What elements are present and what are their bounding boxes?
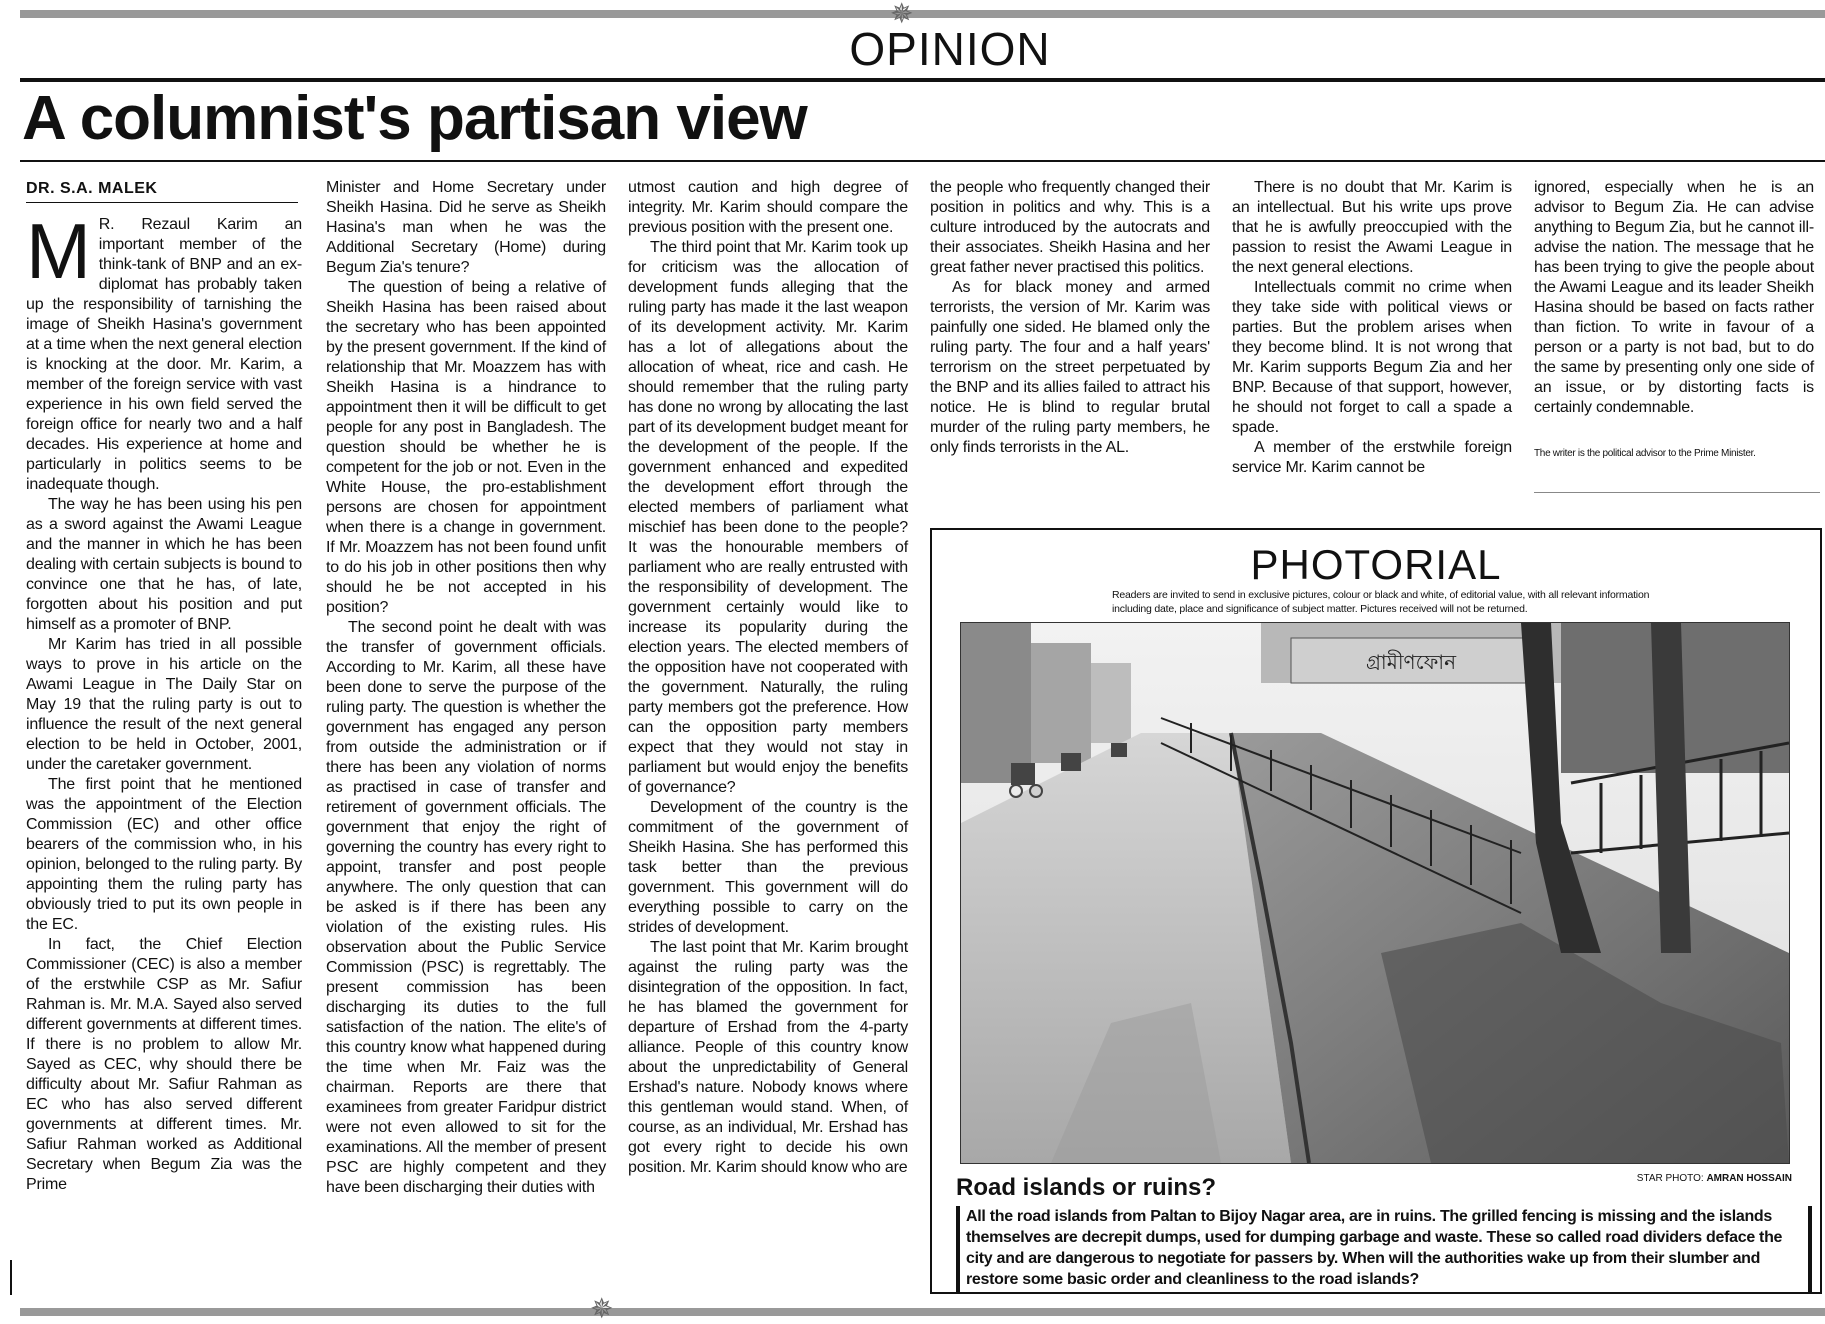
- photorial-title: PHOTORIAL: [1250, 541, 1502, 588]
- paragraph: The way he has been using his pen as a sword against the Awami League and the manner in which he has been dealing with certain subjects is bound to convince one that he has, of late, forgotten about his position and put himself as a promoter of BNP.: [26, 496, 302, 633]
- paragraph: ignored, especially when he is an advisor to Begum Zia. He can advise anything to Begum Zia, but he cannot ill-advise the nation. The message that he has been trying to give the people about the Awami League and its leader Sheikh Hasina should be based on facts rather than fiction. To write in favour of a person or a party is not bad, but to do the same by presenting only one side of an issue, or by distorting facts is certainly condemnable.: [1534, 179, 1814, 416]
- star-ornament-icon: ✵: [590, 1293, 614, 1324]
- paragraph-text: R. Rezaul Karim an important member of the think-tank of BNP and an ex-diplomat has probably taken up the responsibility of tarnishing the image of Sheikh Hasina's government at a time when the next general election is knocking at the door. Mr. Karim, a member of the foreign service with vast experience in his own field served the foreign office for nearly two and a half decades. His experience at home and particularly in politics seems to be inadequate though.: [26, 216, 302, 493]
- article-column-6: [1534, 178, 1814, 418]
- paragraph: As for black money and armed terrorists, the version of Mr. Karim was painfully one sided. He blamed only the ruling party. The four and a half years' terrorism on the street perpetuated by the BNP and its allies failed to attract his notice. He is blind to regular brutal murder of the ruling party members, he only finds terrorists in the AL.: [930, 279, 1210, 456]
- article-column-5: [1232, 178, 1512, 478]
- paragraph: Minister and Home Secretary under Sheikh Hasina. Did he serve as Sheikh Hasina's man when he was the Additional Secretary (Home) during Begum Zia's tenure?: [326, 179, 606, 276]
- headline-rule: [20, 160, 1825, 162]
- paragraph: The first point that he mentioned was the appointment of the Election Commission (EC) and other office bearers of the commission who, in his opinion, belonged to the ruling party. By appointing them the ruling party has obviously tried to put its own people in the EC.: [26, 776, 302, 933]
- paragraph: The third point that Mr. Karim took up for criticism was the allocation of development funds alleging that the ruling party has made it the last weapon of its development activity. Mr. Karim has a lot of allegations about the allocation of wheat, rice and cash. He should remember that the ruling party has done no wrong by allocating the last part of its development budget meant for the development of the people. If the government enhanced and expedited the development effort through the elected members of parliament what mischief has been done to the people? It was the honourable members of parliament who are really entrusted with the responsibility of development. The government certainly would like to increase its popularity during the election years. The elected members of the opposition have not cooperated with the government. Naturally, the ruling party members got the preference. How can the opposition party members expect that they would not stay in parliament but would enjoy the benefits of governance?: [628, 239, 908, 796]
- drop-cap: M: [26, 207, 91, 295]
- photo-credit-name: AMRAN HOSSAIN: [1706, 1173, 1792, 1184]
- paragraph: [26, 207, 302, 495]
- caption-bar-left: [956, 1206, 960, 1292]
- section-header: OPINION: [849, 23, 1051, 75]
- paragraph: The second point he dealt with was the transfer of government officials. According to Mr. Karim, all these have been done to serve the purpose of the ruling party. The question is whether the government has engaged any person from outside the administration or if there has been any violation of norms as practised in case of transfer and retirement of government officials. The government that enjoy the right of governing the country has every right to appoint, transfer and post people anywhere. The only question that can be asked is if there has been any violation of the existing rules. His observation about the Public Service Commission (PSC) is regrettably. The present commission has been discharging its duties to the full satisfaction of the nation. The elite's of this country know what happened during the time when Mr. Faiz was the chairman. Reports are there that examinees from greater Faridpur district were not even allowed to sit for the examinations. All the member of present PSC are highly competent and they have been discharging their duties with: [326, 619, 606, 1196]
- paragraph: the people who frequently changed their position in politics and why. This is a culture introduced by the autocrats and their associates. Sheikh Hasina and her great father never practised this politics.: [930, 179, 1210, 276]
- street-photo: [960, 622, 1790, 1164]
- paragraph: There is no doubt that Mr. Karim is an intellectual. But his write ups prove that he is awfully preoccupied with the passion to resist the Awami League in the next general elections.: [1232, 179, 1512, 276]
- photo-credit: [1637, 1173, 1792, 1184]
- byline-rule: [26, 202, 298, 203]
- paragraph: The question of being a relative of Sheikh Hasina has been raised about the secretary who has been appointed by the present government. If the kind of relationship that Mr. Moazzem has with Sheikh Hasina is a hindrance to appointment then it will be difficult to get people for any post in Bangladesh. The question should be whether he is competent for the job or not. Even in the White House, the pro-establishment persons are chosen for appointment when there is a change in government. If Mr. Moazzem has not been found unfit to do his job in other positions then why should he be not accepted in his position?: [326, 279, 606, 616]
- paragraph: Mr Karim has tried in all possible ways to prove in his article on the Awami League in The Daily Star on May 19 that the ruling party is out to influence the result of the next general election to be held in October, 2001, under the caretaker government.: [26, 636, 302, 773]
- street-photo-illustration: [961, 623, 1789, 1163]
- headline: A columnist's partisan view: [22, 84, 807, 153]
- paragraph: utmost caution and high degree of integrity. Mr. Karim should compare the previous position with the present one.: [628, 179, 908, 236]
- header-rule: [20, 78, 1825, 82]
- star-ornament-icon: ✵: [890, 0, 914, 29]
- article-column-1: [26, 207, 302, 1195]
- caption-title: Road islands or ruins?: [956, 1174, 1217, 1201]
- article-column-2: [326, 178, 606, 1198]
- article-column-3: [628, 178, 908, 1178]
- paragraph: A member of the erstwhile foreign service Mr. Karim cannot be: [1232, 439, 1512, 476]
- paragraph: Intellectuals commit no crime when they take side with political views or parties. But the problem arises when they become blind. It is not wrong that Mr. Karim supports Begum Zia and her BNP. Because of that support, however, he should not forget to call a spade a spade.: [1232, 279, 1512, 436]
- shop-sign-text: গ্রামীণফোন: [1365, 650, 1457, 674]
- photorial-box: [930, 528, 1822, 1294]
- paragraph: In fact, the Chief Election Commissioner (CEC) is also a member of the erstwhile CSP as Mr. Safiur Rahman is. Mr. M.A. Sayed also served different governments at different times. If there is no problem to allow Mr. Sayed as CEC, why should there be difficulty about Mr. Safiur Rahman as EC who has also served different governments at different times. Mr. Safiur Rahman worked as Additional Secretary when Begum Zia was the Prime: [26, 936, 302, 1193]
- top-rule-bar: [20, 10, 1825, 18]
- byline: DR. S.A. MALEK: [26, 180, 158, 197]
- paragraph: The last point that Mr. Karim brought against the ruling party was the disintegration of the opposition. In fact, he has blamed the government for departure of Ershad from the 4-party alliance. People of this country know about the unpredictability of General Ershad's nature. Nobody knows where this gentleman would stand. When, of course, as an individual, Mr. Ershad has got every right to decide his own position. Mr. Karim should know who are: [628, 939, 908, 1176]
- page-edge-mark: [0, 1260, 12, 1295]
- photo-credit-label: STAR PHOTO:: [1636, 1173, 1704, 1184]
- writer-note: The writer is the political advisor to the Prime Minister.: [1534, 448, 1756, 459]
- bottom-rule-bar: [20, 1308, 1825, 1316]
- photorial-intro: Readers are invited to send in exclusive pictures, colour or black and white, of editorial value, with all relevant information including date, place and significance of subject matter. Pictures received will not be returned.: [1112, 589, 1650, 615]
- paragraph: Development of the country is the commitment of the government of Sheikh Hasina. She has performed this task better than the previous government. This government will do everything possible to carry on the strides of development.: [628, 799, 908, 936]
- article-column-4: [930, 178, 1210, 458]
- caption-bar-right: [1808, 1206, 1812, 1292]
- column-end-rule: [1534, 492, 1820, 493]
- caption-text: All the road islands from Paltan to Bijoy Nagar area, are in ruins. The grilled fencing is missing and the islands themselves are decrepit dumps, used for dumping garbage and waste. These so called road dividers deface the city and are dangerous to negotiate for passers by. When will the authorities wake up from their slumber and restore some basic order and cleanliness to the road islands?: [966, 1208, 1783, 1288]
